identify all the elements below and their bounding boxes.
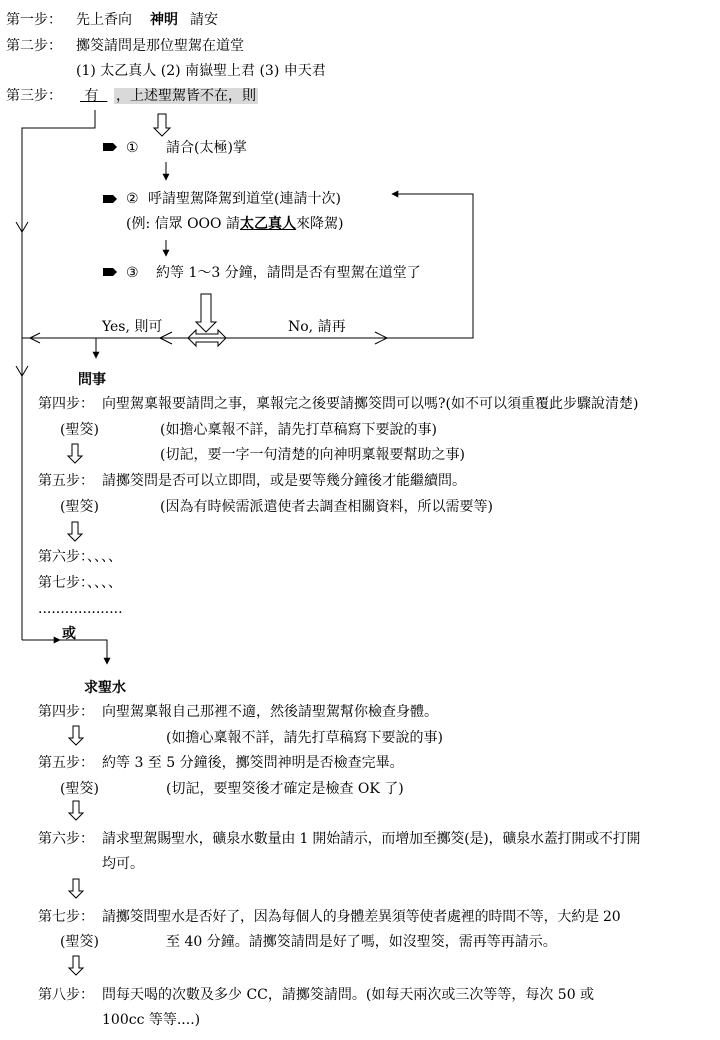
item2-text: 呼請聖駕降駕到道堂(連請十次) [148,191,341,207]
item3-text: 約等 1～3 分鐘，請問是否有聖駕在道堂了 [156,265,421,281]
water-s8-text2: 100cc 等等....) [102,1012,201,1028]
bullet-marker-2 [103,195,117,203]
hollow-arrow-ask-2 [68,522,82,541]
or-label: 或 [62,626,76,642]
ask-s5-text: 請擲筊問是否可以立即問，或是要等幾分鐘後才能繼續問。 [102,473,466,489]
water-title: 求聖水 [84,680,126,696]
step1-label: 第一步： [6,12,62,28]
hollow-arrow-water-3 [69,879,83,898]
hollow-arrow-water-4 [69,956,83,975]
step3-has: 有 [84,88,99,104]
branch-no-label: No, 請再 [288,319,346,335]
ask-s5-holy: (聖筊) [60,499,99,515]
water-s4-note: (如擔心稟報不詳，請先打草稿寫下要說的事) [166,730,443,746]
water-s6-text: 請求聖駕賜聖水，礦泉水數量由 1 開始請示，而增加至擲筊(是)，礦泉水蓋打開或不打開 [102,831,641,847]
water-s7-label: 第七步： [38,909,94,925]
water-s6-text2: 均可。 [102,856,144,872]
water-s6-label: 第六步： [38,831,94,847]
bullet-marker-3 [103,268,117,276]
hollow-arrow-step3 [154,114,170,136]
water-s4-label: 第四步： [38,704,94,720]
item1-text: 請合(太極)掌 [166,140,247,156]
step3-label: 第三步： [6,88,62,104]
water-s7-text: 請擲筊問聖水是否好了，因為每個人的身體差異須等使者處裡的時間不等，大約是 20 [102,909,621,925]
step2-options: (1) 太乙真人 (2) 南嶽聖上君 (3) 申天君 [76,63,326,79]
ask-s5-note: (因為有時候需派遣使者去調查相關資料，所以需要等) [160,499,493,515]
item1-num: ① [126,140,139,156]
ask-title: 問事 [78,372,106,388]
water-s8-label: 第八步： [38,987,94,1003]
item2-example: (例: 信眾 OOO 請太乙真人來降駕) [126,216,344,232]
water-s5-holy: (聖筊) [60,781,99,797]
water-s5-label: 第五步： [38,755,94,771]
water-s8-text: 問每天喝的次數及多少 CC，請擲筊請問。(如每天兩次或三次等等，每次 50 或 [102,987,595,1003]
water-s5-text: 約等 3 至 5 分鐘後，擲筊問神明是否檢查完畢。 [102,755,404,771]
step1-text-b: 請安 [190,12,218,28]
connector-has-to-left [22,110,95,232]
ask-dots: ................... [38,601,123,617]
water-s5-note: (切記，要聖筊後才確定是檢查 OK 了) [166,781,404,797]
item2-num: ② [126,191,139,207]
hollow-arrow-water-2 [69,801,83,820]
ask-s4-label: 第四步： [38,396,94,412]
ask-s4-text: 向聖駕稟報要請問之事，稟報完之後要請擲筊問可以嗎?(如不可以須重覆此步驟說清楚) [102,396,639,412]
ask-s4-note2: (切記，要一字一句清楚的向神明稟報要幫助之事) [160,447,465,463]
water-s7-text2: 至 40 分鐘。請擲筊請問是好了嗎，如沒聖筊，需再等再請示。 [166,934,557,950]
hollow-arrow-item3 [196,294,216,332]
hollow-arrow-water-1 [69,726,83,745]
ask-s7: 第七步：、、、、 [38,575,122,591]
bullet-marker-1 [103,143,117,151]
hollow-arrow-ask-1 [68,444,82,463]
step1-text-a: 先上香向 [76,12,132,28]
step1-deity: 神明 [150,12,178,28]
ask-s4-note1: (如擔心稟報不詳，請先打草稿寫下要說的事) [160,422,437,438]
step2-label: 第二步： [6,38,62,54]
connector-or-line [60,640,107,664]
ask-s4-holy: (聖筊) [60,422,99,438]
item3-num: ③ [126,265,139,281]
ask-s5-label: 第五步： [38,473,94,489]
branch-yes-label: Yes, 則可 [102,319,163,335]
step3-absent: ，上述聖駕皆不在，則 [116,88,256,104]
water-s4-text: 向聖駕稟報自己那裡不適，然後請聖駕幫你檢查身體。 [102,704,438,720]
water-s7-holy: (聖筊) [60,934,99,950]
ask-s6: 第六步：、、、、 [38,549,122,565]
step2-text: 擲筊請問是那位聖駕在道堂 [76,38,244,54]
